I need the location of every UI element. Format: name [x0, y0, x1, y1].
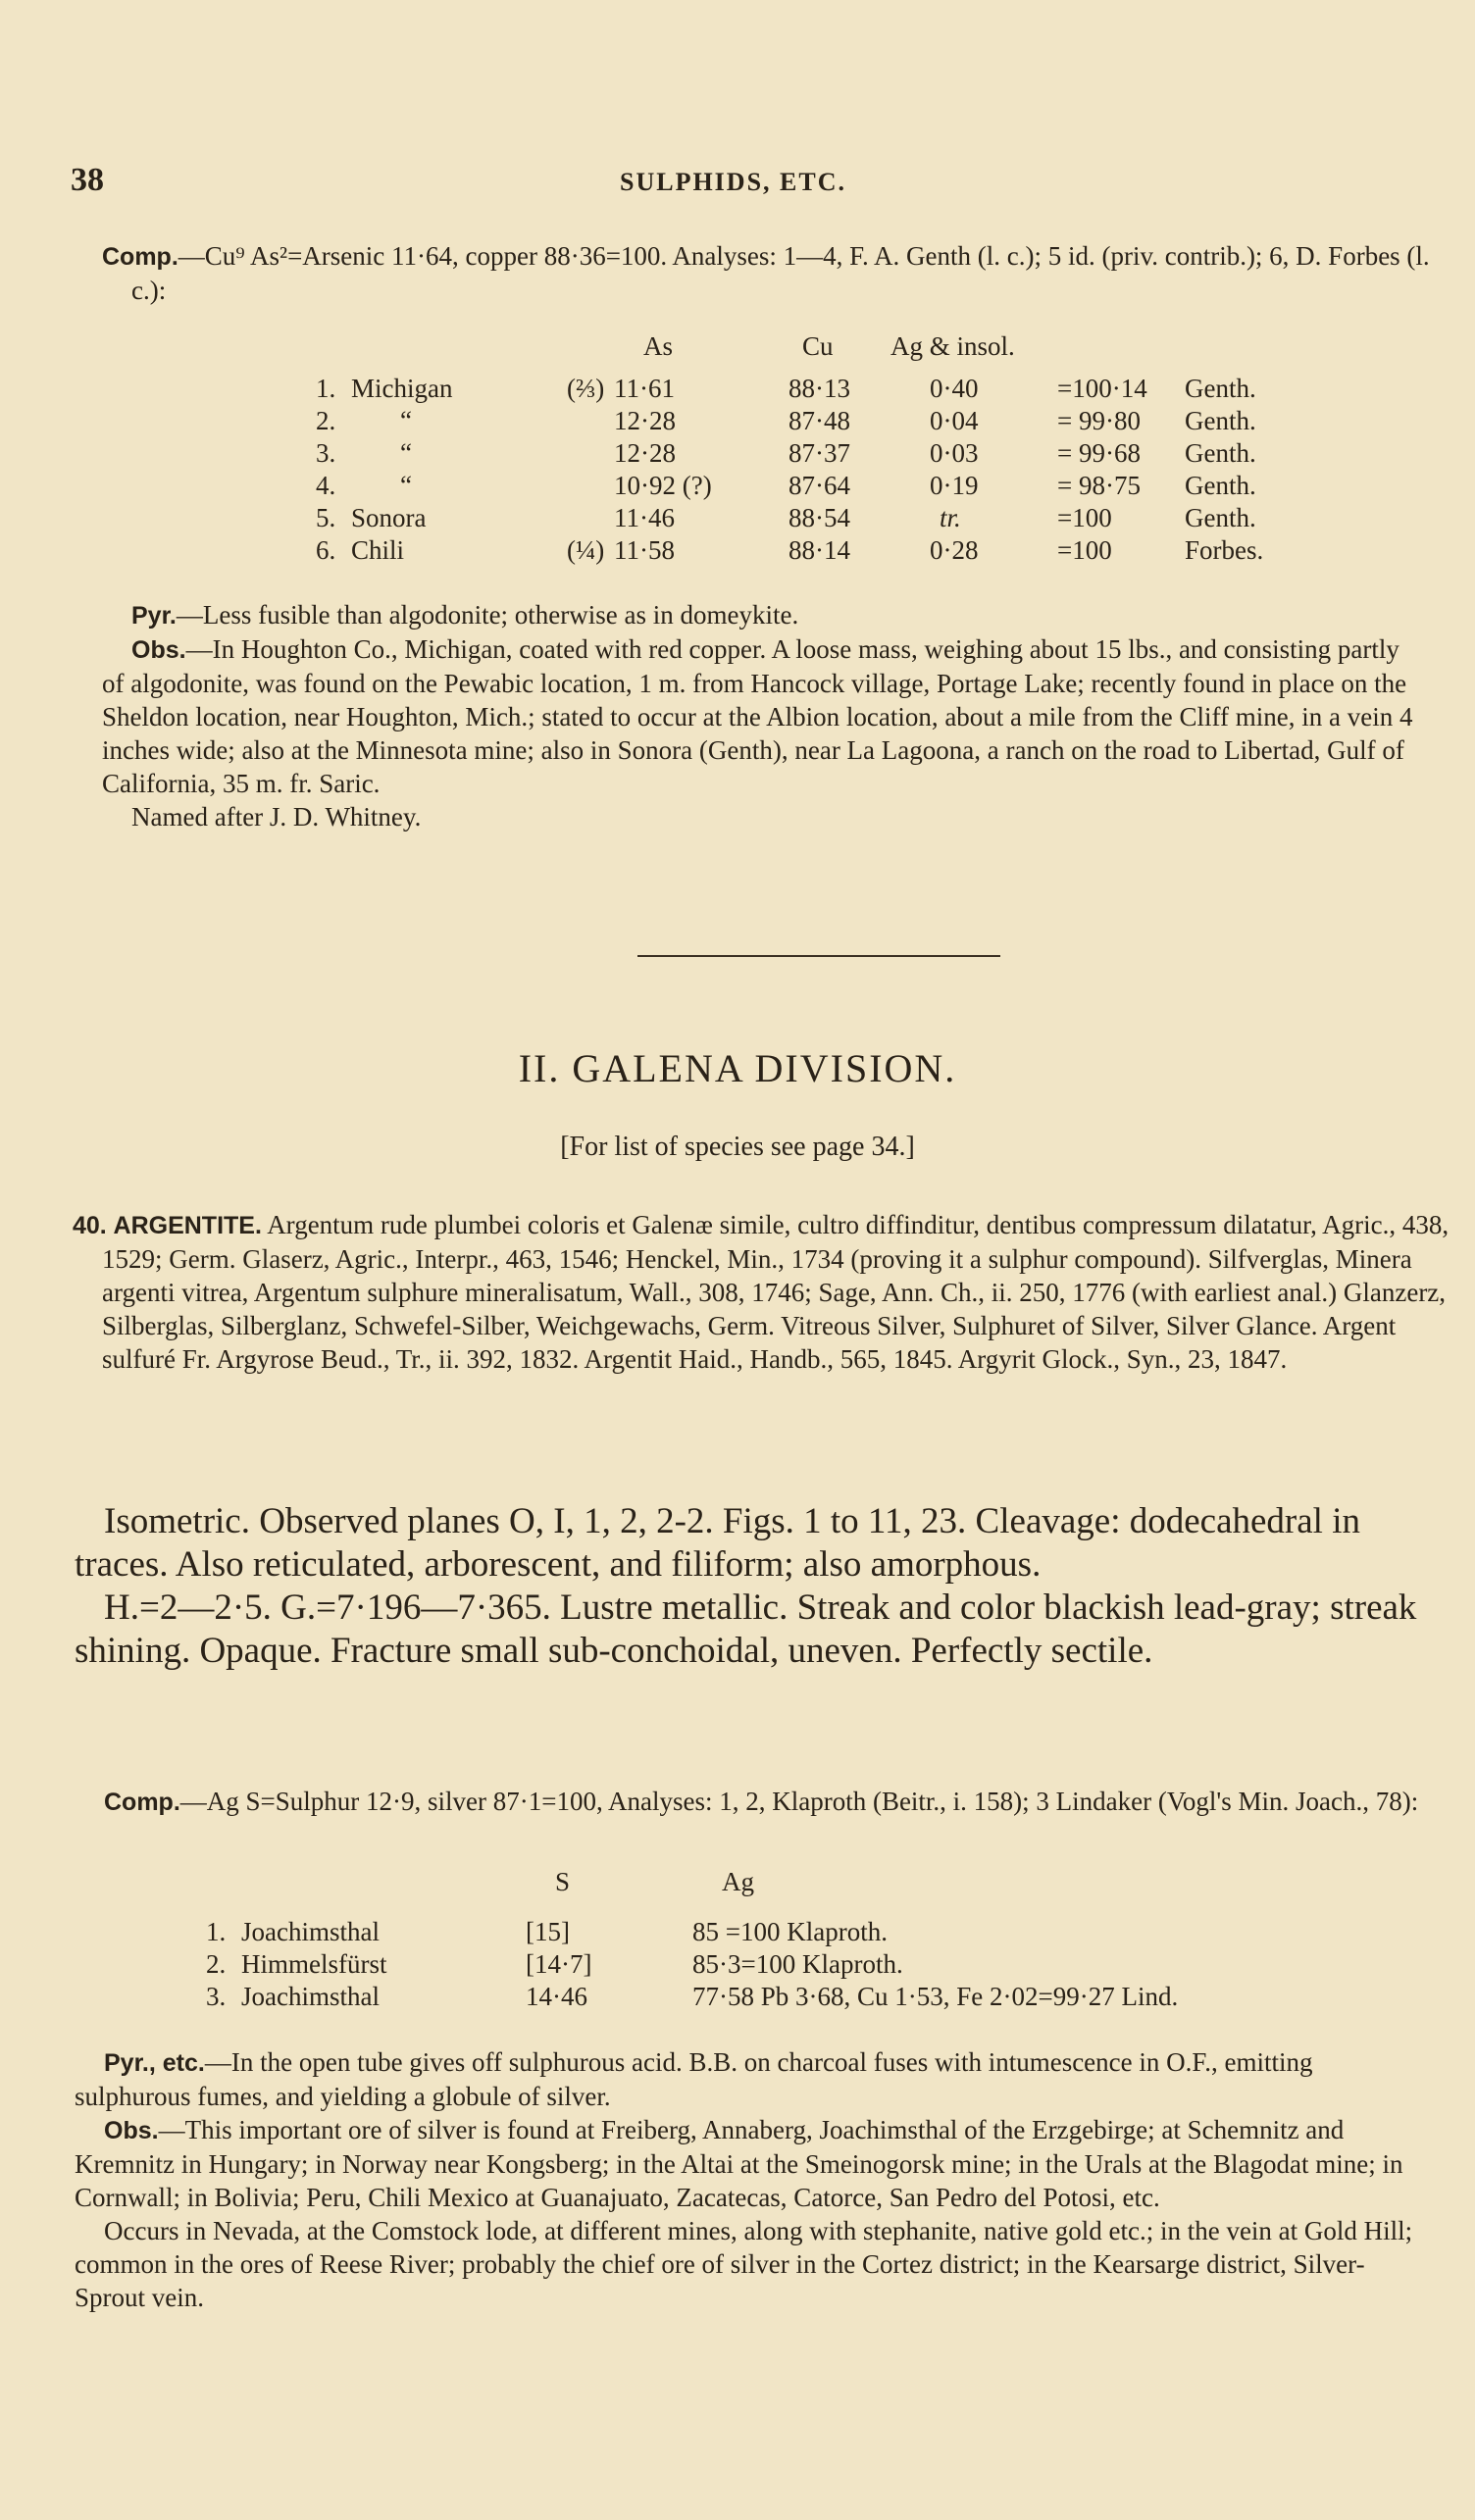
- table-row: 6. Chili (¼) 11·58 88·14 0·28 =100 Forbes.: [316, 535, 1264, 565]
- occurrence-paragraph: Occurs in Nevada, at the Comstock lode, at different mines, along with stephanite, native gold etc.; in the vein at Gold Hill; common in the ores of Reese River; probably the chief ore of silver in the Cortez district; in the Kearsarge district, Silver-Sprout vein.: [75, 2216, 1413, 2312]
- table-row: 5. Sonora 11·46 88·54 tr. =100 Genth.: [316, 503, 1256, 532]
- named-after: Named after J. D. Whitney.: [131, 802, 422, 832]
- col-header-cu: Cu: [802, 331, 834, 361]
- pyr-label: Pyr., etc.: [104, 2049, 205, 2077]
- comp-text: —Cu⁹ As²=Arsenic 11·64, copper 88·36=100. Analyses: 1—4, F. A. Genth (l. c.); 5 id. (priv. contrib.); 6, D. Forbes (l. c.):: [131, 241, 1430, 305]
- argentite-synonymy: [73, 1208, 1457, 1376]
- col-header-ag: Ag: [722, 1867, 754, 1896]
- division-title: II. GALENA DIVISION.: [518, 1046, 957, 1090]
- table-header-row: [206, 1867, 1178, 1899]
- table-row: 1. Michigan (⅔) 11·61 88·13 0·40 =100·14 Genth.: [316, 374, 1256, 403]
- table-row: 2. Himmelsfürst [14·7] 85·3=100 Klaproth.: [206, 1949, 903, 1979]
- obs-paragraph: Obs.—This important ore of silver is found at Freiberg, Annaberg, Joachimsthal of the Erzgebirge; at Schemnitz and Kremnitz in Hungary; in Norway near Kongsberg; in the Altai at the Smeinogorsk mine; in the Urals at the Blagodat mine; in Cornwall; in Bolivia; Peru, Chili Mexico at Guanajuato, Zacatecas, Catorce, San Pedro del Potosi, etc.: [75, 2115, 1403, 2212]
- pyr-paragraph: Pyr.—Less fusible than algodonite; otherwise as in domeykite.: [131, 600, 799, 630]
- argentite-analyses-table: [206, 1867, 1178, 2014]
- col-header-s: S: [555, 1867, 571, 1896]
- synonymy-text: Argentum rude plumbei coloris et Galenæ simile, cultro diffinditur, dentibus compressum dilatatur, Agric., 438, 1529; Germ. Glaserz, Agric., Interpr., 463, 1546; Henckel, Min., 1734 (proving it a sulphur compound). Silfverglas, Minera argenti vitrea, Argentum sulphure mineralisatum, Wall., 308, 1746; Sage, Ann. Ch., ii. 250, 1776 (with earliest anal.) Glanzerz, Silberglas, Silberglanz, Schwefel-Silber, Weichgewachs, Germ. Vitreous Silver, Sulphuret of Silver, Silver Glance. Argent sulfuré Fr. Argyrose Beud., Tr., ii. 392, 1832. Argentit Haid., Handb., 565, 1845. Argyrit Glock., Syn., 23, 1847.: [102, 1210, 1450, 1374]
- page-number: 38: [71, 162, 104, 198]
- running-head: SULPHIDS, ETC.: [620, 168, 846, 196]
- table-row: 3. Joachimsthal 14·46 77·58 Pb 3·68, Cu 1·53, Fe 2·02=99·27 Lind.: [206, 1982, 1179, 2011]
- obs-label: Obs.: [104, 2117, 159, 2144]
- argentite-notes: [75, 2045, 1428, 2314]
- physical-properties: H.=2—2·5. G.=7·196—7·365. Lustre metallic. Streak and color blackish lead-gray; streak shining. Opaque. Fracture small sub-conchoidal, uneven. Perfectly sectile.: [75, 1588, 1417, 1671]
- page-header: [71, 162, 1404, 201]
- species-name: ARGENTITE.: [113, 1212, 262, 1239]
- section-divider: [637, 955, 1000, 957]
- col-header-as: As: [643, 331, 674, 361]
- whitneyite-composition: [102, 239, 1457, 307]
- species-number: 40.: [73, 1212, 107, 1239]
- pyr-label: Pyr.: [131, 602, 177, 630]
- whitneyite-analyses-table: [316, 331, 1263, 568]
- table-row: 3. “ 12·28 87·37 0·03 = 99·68 Genth.: [316, 438, 1256, 468]
- table-row: 4. “ 10·92 (?) 87·64 0·19 = 98·75 Genth.: [316, 471, 1256, 500]
- whitneyite-notes: [102, 598, 1428, 833]
- table-header-row: [316, 331, 1263, 364]
- crystallography: Isometric. Observed planes O, I, 1, 2, 2-2. Figs. 1 to 11, 23. Cleavage: dodecahedral in traces. Also reticulated, arborescent, and filiform; also amorphous.: [75, 1501, 1360, 1585]
- comp-label: Comp.: [102, 243, 178, 271]
- pyr-paragraph: Pyr., etc.—In the open tube gives off sulphurous acid. B.B. on charcoal fuses with intumescence in O.F., emitting sulphurous fumes, and yielding a globule of silver.: [75, 2047, 1313, 2111]
- table-row: 2. “ 12·28 87·48 0·04 = 99·80 Genth.: [316, 406, 1256, 435]
- argentite-composition: Comp.—Ag S=Sulphur 12·9, silver 87·1=100, Analyses: 1, 2, Klaproth (Beitr., i. 158); 3 Lindaker (Vogl's Min. Joach., 78):: [104, 1787, 1419, 1816]
- table-row: 1. Joachimsthal [15] 85 =100 Klaproth.: [206, 1917, 888, 1946]
- comp-label: Comp.: [104, 1789, 180, 1816]
- obs-paragraph: Obs.—In Houghton Co., Michigan, coated with red copper. A loose mass, weighing about 15 lbs., and consisting partly of algodonite, was found on the Pewabic location, 1 m. from Hancock village, Portage Lake; recently found in place on the Sheldon location, near Houghton, Mich.; stated to occur at the Albion location, about a mile from the Cliff mine, in a vein 4 inches wide; also at the Minnesota mine; also in Sonora (Genth), near La Lagoona, a ranch on the road to Libertad, Gulf of California, 35 m. fr. Saric.: [102, 634, 1413, 798]
- obs-label: Obs.: [131, 636, 186, 664]
- argentite-description: [75, 1500, 1428, 1673]
- division-note: [For list of species see page 34.]: [560, 1132, 915, 1162]
- col-header-ag: Ag & insol.: [890, 331, 1015, 361]
